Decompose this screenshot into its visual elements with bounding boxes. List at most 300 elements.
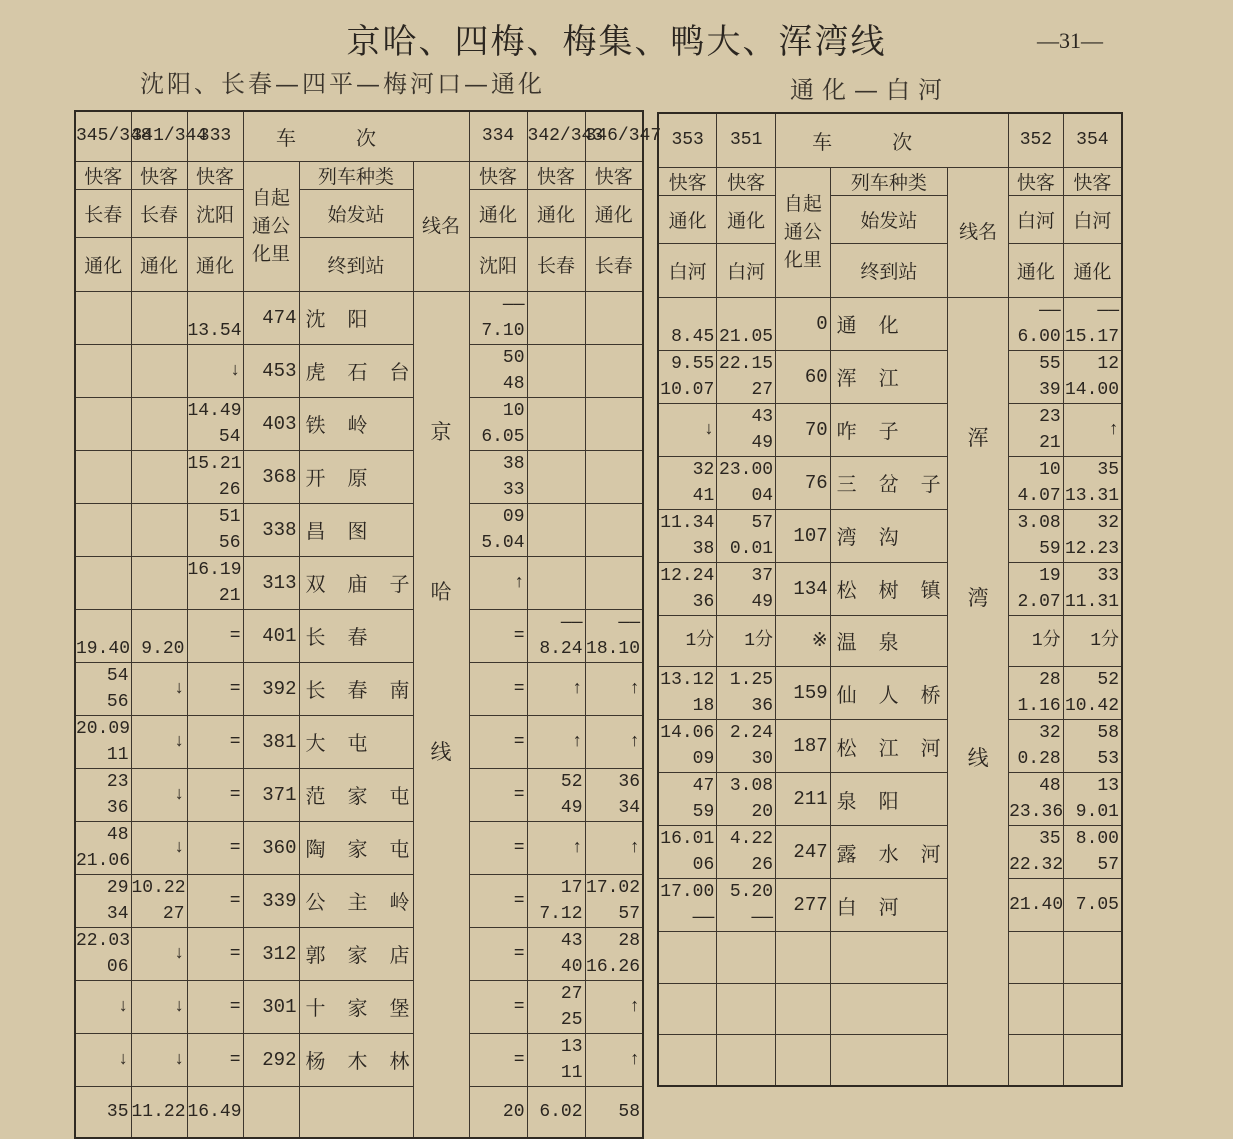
time-value [132, 610, 185, 636]
origin-label: 始发站 [830, 195, 948, 243]
km-value: 247 [776, 826, 831, 879]
time-value: = [513, 678, 525, 699]
table-row [658, 562, 1122, 615]
time-value: 36 [106, 797, 129, 818]
time-cell [658, 297, 717, 350]
station-name: 昌图 [299, 503, 413, 556]
destination-station: 长春 [585, 237, 643, 291]
time-value: 17.02 [586, 877, 641, 898]
time-value: 6.00 [1017, 326, 1061, 347]
time-value: 17.00 [660, 882, 715, 902]
time-cell [469, 556, 527, 609]
time-value [659, 298, 714, 324]
time-value: 48 [106, 824, 129, 845]
time-value: 6.02 [539, 1101, 583, 1122]
time-value: 20 [751, 802, 774, 822]
time-value: = [229, 943, 241, 964]
time-value: 9.20 [141, 638, 185, 659]
km-value: 211 [776, 773, 831, 826]
time-cell [1009, 932, 1064, 984]
time-cell [131, 556, 187, 609]
time-cell [1063, 562, 1122, 615]
time-cell [1063, 826, 1122, 879]
time-cell [469, 715, 527, 768]
time-value [76, 610, 129, 636]
table-row [75, 503, 643, 556]
time-cell [131, 1086, 187, 1138]
time-value: = [513, 890, 525, 911]
time-cell [585, 927, 643, 980]
time-cell [187, 397, 243, 450]
time-value: ↑ [571, 678, 583, 699]
time-value: 6.05 [481, 426, 525, 447]
km-value: 453 [243, 344, 299, 397]
station-name: 咋子 [830, 403, 948, 456]
km-value: 107 [776, 509, 831, 562]
origin-station: 通化 [527, 189, 585, 237]
station-name: 陶家屯 [299, 821, 413, 874]
time-cell [469, 821, 527, 874]
train-type: 快客 [658, 167, 717, 195]
time-cell [527, 980, 585, 1033]
km-value: 60 [776, 350, 831, 403]
time-cell [527, 1033, 585, 1086]
time-cell [658, 456, 717, 509]
time-value: —— [1039, 300, 1061, 321]
time-value: ↑ [629, 678, 641, 699]
time-value: = [513, 625, 525, 646]
time-value: 16.49 [187, 1101, 242, 1122]
station-name: 范家屯 [299, 768, 413, 821]
time-cell [1009, 509, 1064, 562]
time-cell [585, 768, 643, 821]
time-cell [658, 826, 717, 879]
train-type: 快客 [469, 161, 527, 189]
time-value: 11.34 [660, 512, 715, 533]
time-cell [585, 503, 643, 556]
km-value [776, 983, 831, 1035]
table-row [75, 715, 643, 768]
time-value: 15.17 [1064, 326, 1119, 347]
time-value: ↓ [173, 996, 185, 1017]
km-value: 371 [243, 768, 299, 821]
time-value: 56 [218, 532, 241, 553]
time-value: = [229, 890, 241, 911]
time-cell [1063, 932, 1122, 984]
train-number: 351 [717, 113, 776, 167]
station-name: 松江河 [830, 720, 948, 773]
train-type: 快客 [527, 161, 585, 189]
time-value: = [513, 784, 525, 805]
time-cell [187, 344, 243, 397]
time-value: 43 [751, 406, 774, 427]
time-value: 36 [751, 696, 774, 716]
time-cell [75, 715, 131, 768]
time-value: 5.04 [481, 532, 525, 553]
table-row [658, 350, 1122, 403]
station-name [830, 983, 948, 1035]
station-name: 双庙子 [299, 556, 413, 609]
station-name: 长春 [299, 609, 413, 662]
time-value: 10 [1039, 459, 1061, 480]
time-value: ↑ [571, 731, 583, 752]
origin-station: 长春 [131, 189, 187, 237]
time-value: 39 [1039, 379, 1061, 400]
time-value: 22.03 [76, 930, 131, 951]
time-cell [131, 291, 187, 344]
time-cell [527, 768, 585, 821]
time-value: 21 [218, 585, 241, 606]
origin-label: 始发站 [299, 189, 413, 237]
time-value: 4.07 [1017, 485, 1061, 506]
time-value: 27 [560, 983, 583, 1004]
time-value: 0.01 [729, 538, 774, 559]
train-number: 353 [658, 113, 717, 167]
time-value: 10.07 [660, 379, 715, 400]
time-value: 1分 [744, 630, 774, 651]
train-type: 快客 [75, 161, 131, 189]
time-value: 23 [106, 771, 129, 792]
time-value: 10.42 [1064, 696, 1119, 716]
time-value: 7.10 [481, 320, 525, 341]
station-name: 仙人桥 [830, 667, 948, 720]
time-cell [469, 662, 527, 715]
time-value: ↑ [629, 837, 641, 858]
time-cell [1063, 615, 1122, 667]
time-value: 1.16 [1017, 696, 1061, 716]
origin-station: 白河 [1063, 195, 1122, 243]
time-value: 11.22 [131, 1101, 186, 1122]
train-number: 346/347 [585, 111, 643, 161]
time-cell [527, 556, 585, 609]
time-cell [717, 297, 776, 350]
station-name: 大屯 [299, 715, 413, 768]
time-cell [1063, 509, 1122, 562]
time-cell [1063, 983, 1122, 1035]
km-value: 313 [243, 556, 299, 609]
time-cell [131, 980, 187, 1033]
time-value: 12 [1097, 353, 1119, 374]
time-cell [131, 1033, 187, 1086]
time-value: 34 [106, 903, 129, 924]
time-value: = [513, 943, 525, 964]
table-row [658, 1035, 1122, 1087]
table-row [658, 667, 1122, 720]
table-row [75, 821, 643, 874]
time-cell [1009, 773, 1064, 826]
time-value: ↑ [629, 731, 641, 752]
time-value: 52 [1097, 670, 1119, 690]
time-value: 9.55 [671, 353, 715, 374]
time-cell [75, 662, 131, 715]
time-value: 56 [106, 691, 129, 712]
time-cell [1009, 403, 1064, 456]
time-cell [1063, 667, 1122, 720]
time-value: 41 [692, 485, 715, 506]
line-name-label: 线名 [948, 167, 1009, 297]
time-value: 57 [1097, 855, 1119, 875]
time-value: 11.31 [1064, 591, 1119, 612]
time-cell [658, 720, 717, 773]
time-cell [527, 503, 585, 556]
train-number-header: 车次 [776, 113, 1009, 167]
time-value: 40 [560, 956, 583, 977]
time-cell [585, 556, 643, 609]
table-row [75, 556, 643, 609]
table-row [75, 1033, 643, 1086]
time-value: ↑ [571, 837, 583, 858]
time-value: 10 [502, 400, 525, 421]
time-value: 28 [618, 930, 641, 951]
table-row [658, 932, 1122, 984]
time-cell [469, 344, 527, 397]
destination-station: 通化 [131, 237, 187, 291]
origin-station: 白河 [1009, 195, 1064, 243]
time-cell [1063, 350, 1122, 403]
time-value: 8.24 [539, 638, 583, 659]
time-cell [75, 980, 131, 1033]
table-row [75, 397, 643, 450]
train-type-label: 列车种类 [299, 161, 413, 189]
destination-station: 通化 [1063, 243, 1122, 297]
time-cell [717, 456, 776, 509]
train-number: 345/348 [75, 111, 131, 161]
origin-station: 通化 [469, 189, 527, 237]
time-cell [187, 821, 243, 874]
table-row [75, 450, 643, 503]
station-name: 开原 [299, 450, 413, 503]
time-value: 14.49 [187, 400, 242, 421]
km-value: 187 [776, 720, 831, 773]
km-value: 338 [243, 503, 299, 556]
time-value: 19 [1039, 565, 1061, 586]
time-cell [527, 927, 585, 980]
time-value: 1分 [1090, 630, 1119, 651]
time-cell [658, 1035, 717, 1087]
time-cell [717, 826, 776, 879]
time-value: —— [560, 612, 583, 633]
time-value: 16.01 [660, 829, 715, 849]
km-value: 0 [776, 297, 831, 350]
time-value: = [513, 837, 525, 858]
time-cell [717, 667, 776, 720]
time-cell [131, 503, 187, 556]
time-cell [75, 556, 131, 609]
time-cell [658, 932, 717, 984]
time-cell [131, 874, 187, 927]
time-cell [585, 609, 643, 662]
time-value: ↓ [173, 1049, 185, 1070]
table-row [658, 509, 1122, 562]
station-name: 露水河 [830, 826, 948, 879]
time-value: 35 [106, 1101, 129, 1122]
time-cell [585, 397, 643, 450]
table-row [658, 983, 1122, 1035]
time-cell [469, 291, 527, 344]
time-value: 4.22 [729, 829, 774, 849]
time-cell [585, 344, 643, 397]
time-cell [131, 927, 187, 980]
time-cell [131, 397, 187, 450]
train-type-label: 列车种类 [830, 167, 948, 195]
time-cell [1063, 720, 1122, 773]
time-cell [469, 450, 527, 503]
km-value [776, 932, 831, 984]
time-value: ↑ [513, 572, 525, 593]
time-cell [527, 291, 585, 344]
train-number: 334 [469, 111, 527, 161]
time-value: 33 [1097, 565, 1119, 586]
right-route-subtitle: 通化—白河 [790, 76, 950, 104]
time-value: 26 [218, 479, 241, 500]
time-value: 16.19 [187, 559, 242, 580]
station-name: 湾沟 [830, 509, 948, 562]
time-cell [527, 821, 585, 874]
time-cell [469, 768, 527, 821]
time-cell [469, 609, 527, 662]
time-cell [469, 1086, 527, 1138]
time-cell [717, 403, 776, 456]
time-cell [717, 720, 776, 773]
time-value: ↓ [173, 837, 185, 858]
time-value: 49 [560, 797, 583, 818]
line-name-char: 线 [967, 745, 989, 770]
km-label: 自起通公化里 [776, 167, 831, 297]
time-value: 16.26 [586, 956, 641, 977]
destination-station: 白河 [717, 243, 776, 297]
time-value: 21.40 [1009, 895, 1064, 915]
time-cell [527, 874, 585, 927]
station-name: 十家堡 [299, 980, 413, 1033]
time-value: 59 [1039, 538, 1061, 559]
time-value: ↓ [117, 1049, 129, 1070]
time-cell [585, 662, 643, 715]
time-cell [717, 1035, 776, 1087]
time-value: 49 [751, 432, 774, 453]
table-row [75, 662, 643, 715]
time-value: 34 [618, 797, 641, 818]
time-value: 30 [751, 749, 774, 769]
time-cell [1063, 456, 1122, 509]
station-name: 温泉 [830, 615, 948, 667]
time-value: —— [1097, 300, 1119, 321]
time-cell [717, 983, 776, 1035]
time-value: 20 [502, 1101, 525, 1122]
table-row [75, 291, 643, 344]
line-name-label: 线名 [413, 161, 469, 291]
time-cell [75, 291, 131, 344]
time-value: 2.07 [1017, 591, 1061, 612]
time-cell [131, 450, 187, 503]
time-cell [131, 662, 187, 715]
time-value: 11 [560, 1062, 583, 1083]
time-value: ↓ [703, 419, 715, 440]
time-cell [131, 609, 187, 662]
km-value: 292 [243, 1033, 299, 1086]
time-cell [658, 773, 717, 826]
time-value: ↓ [173, 731, 185, 752]
time-value: 14.06 [660, 723, 715, 743]
time-value: 23.00 [719, 459, 774, 480]
train-number: 354 [1063, 113, 1122, 167]
destination-station: 沈阳 [469, 237, 527, 291]
time-value: 37 [751, 565, 774, 586]
time-value: 21.06 [76, 850, 131, 871]
time-value: ↑ [629, 996, 641, 1017]
time-cell [527, 344, 585, 397]
time-value: 9.01 [1075, 802, 1119, 822]
time-cell [75, 450, 131, 503]
time-value [717, 298, 773, 324]
km-value: 277 [776, 879, 831, 932]
time-value: 29 [106, 877, 129, 898]
time-cell [469, 927, 527, 980]
time-cell [75, 344, 131, 397]
time-cell [527, 450, 585, 503]
station-name: 铁岭 [299, 397, 413, 450]
time-value: ↑ [629, 1049, 641, 1070]
time-value: 43 [560, 930, 583, 951]
time-value: = [229, 625, 241, 646]
destination-station: 长春 [527, 237, 585, 291]
time-cell [131, 344, 187, 397]
time-value: 35 [1097, 459, 1119, 480]
time-cell [1009, 350, 1064, 403]
destination-station: 通化 [1009, 243, 1064, 297]
time-cell [1009, 297, 1064, 350]
time-cell [187, 556, 243, 609]
time-value: 15.21 [187, 453, 242, 474]
time-cell [1009, 456, 1064, 509]
time-value: 19.40 [76, 638, 131, 659]
train-type: 快客 [1063, 167, 1122, 195]
time-value: 27 [162, 903, 185, 924]
time-value: 10.22 [131, 877, 186, 898]
station-name: 长春南 [299, 662, 413, 715]
time-cell [658, 879, 717, 932]
time-cell [585, 980, 643, 1033]
origin-station: 通化 [658, 195, 717, 243]
km-value: 70 [776, 403, 831, 456]
table-row [658, 773, 1122, 826]
time-value: 04 [751, 485, 774, 506]
station-name: 泉阳 [830, 773, 948, 826]
time-value: 22.32 [1009, 855, 1064, 875]
time-value: 32 [692, 459, 715, 480]
page-number: —31— [1037, 28, 1103, 53]
table-row [658, 879, 1122, 932]
time-cell [658, 983, 717, 1035]
time-value: 47 [692, 776, 715, 796]
time-value: 38 [692, 538, 715, 559]
table-row [658, 403, 1122, 456]
time-value: ↓ [173, 784, 185, 805]
time-value: 13 [560, 1036, 583, 1057]
time-cell [585, 291, 643, 344]
time-value: 35 [1039, 829, 1061, 849]
time-cell [131, 768, 187, 821]
time-value: 14.00 [1064, 379, 1119, 400]
km-value: 339 [243, 874, 299, 927]
time-value: 50 [502, 347, 525, 368]
time-cell [187, 450, 243, 503]
origin-station: 通化 [717, 195, 776, 243]
time-value: 48 [502, 373, 525, 394]
time-value: —— [502, 294, 525, 315]
station-name: 浑江 [830, 350, 948, 403]
destination-station: 通化 [187, 237, 243, 291]
km-value: ※ [776, 615, 831, 667]
